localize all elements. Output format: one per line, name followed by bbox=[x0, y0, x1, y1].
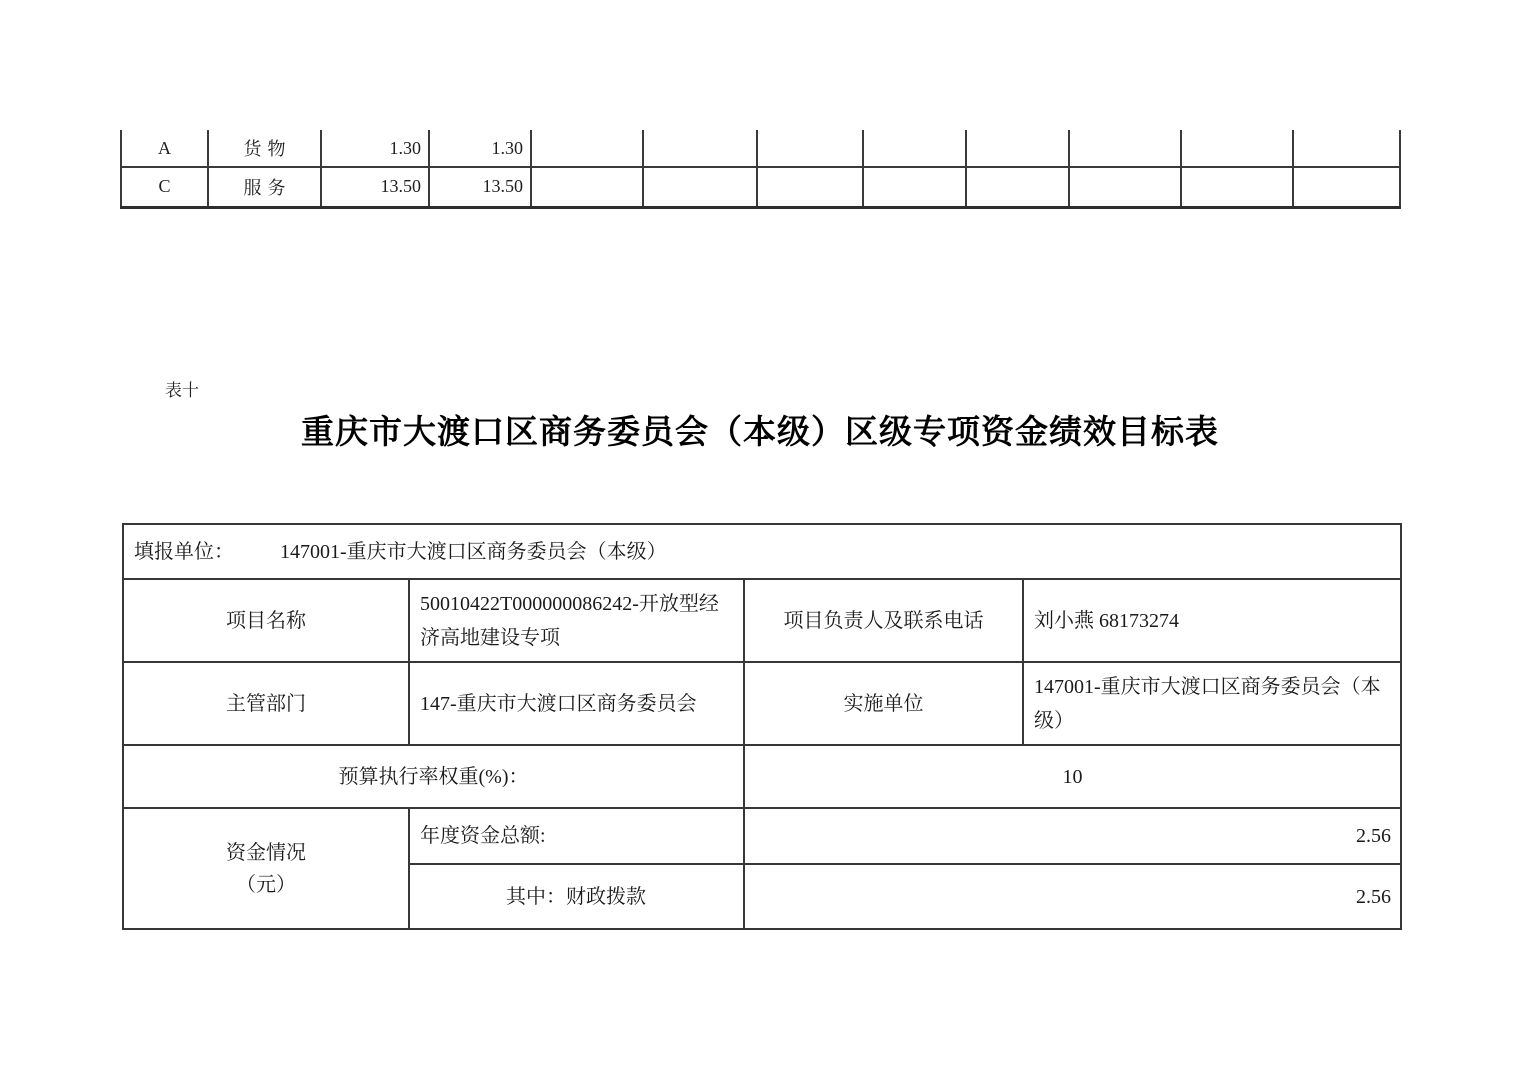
cell-empty bbox=[1069, 130, 1181, 167]
performance-target-table bbox=[122, 523, 1402, 930]
fiscal-alloc-label: 其中：财政拨款 bbox=[409, 864, 744, 929]
project-name-value: 50010422T000000086242-开放型经济高地建设专项 bbox=[409, 579, 744, 662]
budget-weight-value: 10 bbox=[744, 745, 1401, 808]
funds-label-line1: 资金情况 bbox=[226, 841, 306, 864]
reporting-unit-row bbox=[123, 524, 1401, 579]
dept-value: 147-重庆市大渡口区商务委员会 bbox=[409, 662, 744, 745]
fiscal-alloc-value: 2.56 bbox=[744, 864, 1401, 929]
department-row bbox=[123, 662, 1401, 745]
project-row bbox=[123, 579, 1401, 662]
cell-empty bbox=[863, 167, 966, 207]
table-row bbox=[121, 167, 1400, 207]
cell-amount-2: 13.50 bbox=[429, 167, 531, 207]
cell-empty bbox=[643, 167, 757, 207]
cell-amount-1: 1.30 bbox=[321, 130, 429, 167]
table-number-label: 表十 bbox=[165, 381, 199, 400]
table-row bbox=[121, 130, 1400, 167]
annual-total-label: 年度资金总额: bbox=[409, 808, 744, 864]
cell-amount-2: 1.30 bbox=[429, 130, 531, 167]
cell-empty bbox=[643, 130, 757, 167]
cell-empty bbox=[531, 167, 643, 207]
dept-label: 主管部门 bbox=[123, 662, 409, 745]
project-leader-label: 项目负责人及联系电话 bbox=[744, 579, 1023, 662]
annual-total-row bbox=[123, 808, 1401, 864]
reporting-unit-value: 147001-重庆市大渡口区商务委员会（本级） bbox=[280, 540, 667, 563]
document-title: 重庆市大渡口区商务委员会（本级）区级专项资金绩效目标表 bbox=[301, 415, 1219, 451]
funds-section-label bbox=[123, 808, 409, 929]
impl-unit-label: 实施单位 bbox=[744, 662, 1023, 745]
cell-empty bbox=[1069, 167, 1181, 207]
cell-empty bbox=[531, 130, 643, 167]
cell-empty bbox=[1293, 167, 1400, 207]
cell-category: 货物 bbox=[208, 130, 321, 167]
cell-empty bbox=[966, 167, 1069, 207]
cell-empty bbox=[1181, 167, 1293, 207]
reporting-unit-cell bbox=[123, 524, 1401, 579]
annual-total-value: 2.56 bbox=[744, 808, 1401, 864]
impl-unit-value: 147001-重庆市大渡口区商务委员会（本级） bbox=[1023, 662, 1401, 745]
budget-weight-label: 预算执行率权重(%)： bbox=[123, 745, 744, 808]
cell-code: A bbox=[121, 130, 208, 167]
cell-category: 服务 bbox=[208, 167, 321, 207]
funds-label-line2: （元） bbox=[236, 873, 296, 896]
project-leader-value: 刘小燕 68173274 bbox=[1023, 579, 1401, 662]
top-table bbox=[120, 130, 1401, 209]
budget-weight-row bbox=[123, 745, 1401, 808]
cell-amount-1: 13.50 bbox=[321, 167, 429, 207]
cell-empty bbox=[1293, 130, 1400, 167]
project-name-label: 项目名称 bbox=[123, 579, 409, 662]
cell-empty bbox=[966, 130, 1069, 167]
cell-empty bbox=[757, 167, 863, 207]
cell-empty bbox=[757, 130, 863, 167]
cell-empty bbox=[1181, 130, 1293, 167]
cell-code: C bbox=[121, 167, 208, 207]
reporting-unit-label: 填报单位： bbox=[134, 540, 234, 563]
cell-empty bbox=[863, 130, 966, 167]
